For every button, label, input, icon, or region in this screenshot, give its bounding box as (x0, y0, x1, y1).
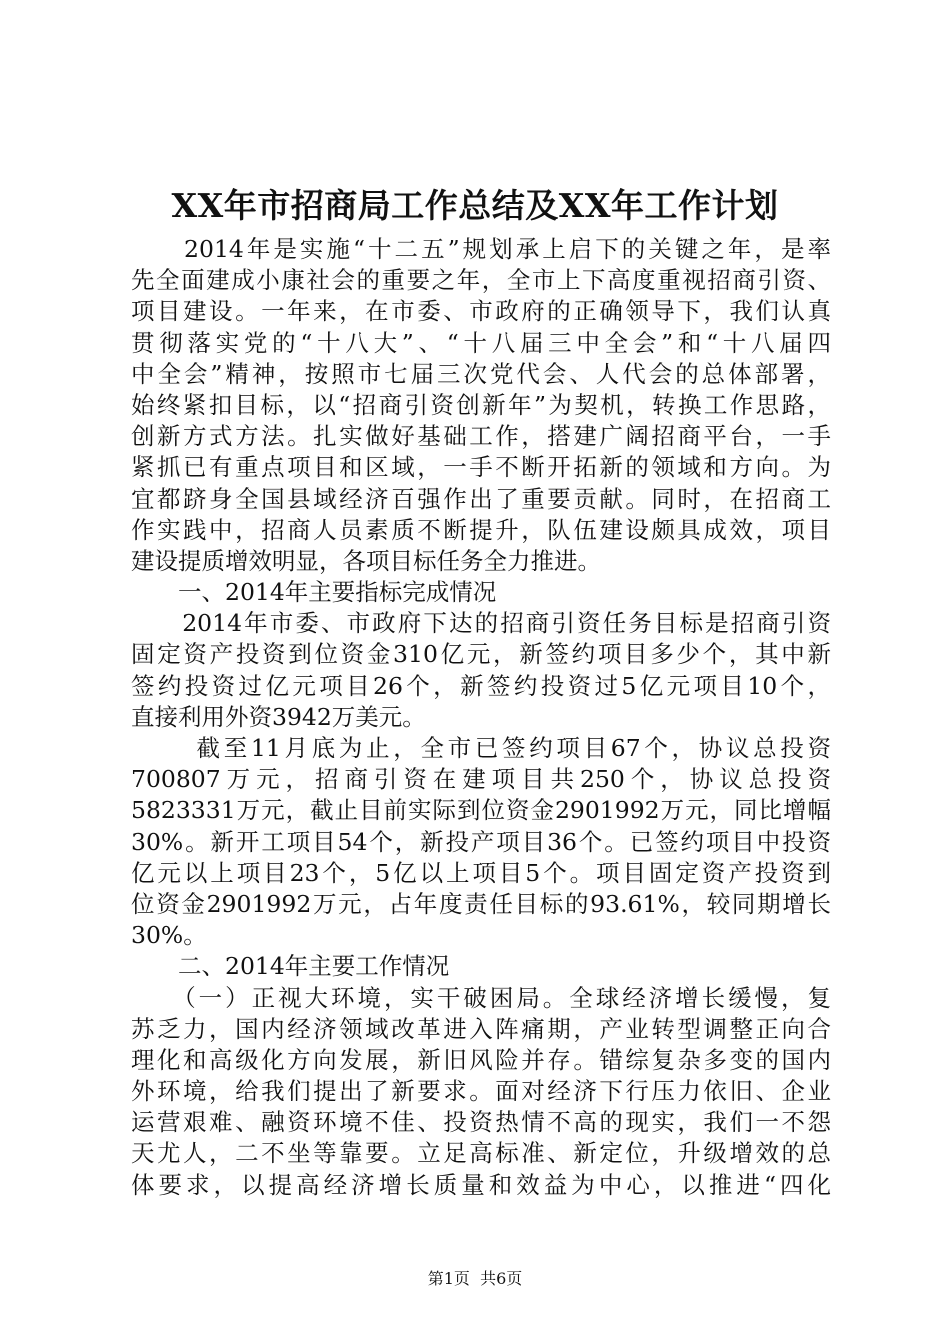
text-line: 30%。 (131, 921, 207, 950)
text-line: 30%。新开工项目54个，新投产项目36个。已签约项目中投资 (131, 827, 831, 856)
text-line: 中全会”精神，按照市七届三次党代会、人代会的总体部署， (131, 359, 831, 388)
text-line: 天尤人，二不坐等靠要。立足高标准、新定位，升级增效的总 (131, 1139, 831, 1168)
text-line: 700807万元，招商引资在建项目共250个，协议总投资 (131, 765, 831, 794)
text-line: 先全面建成小康社会的重要之年，全市上下高度重视招商引资、 (131, 266, 831, 295)
text-line: 签约投资过亿元项目26个，新签约投资过5亿元项目10个， (131, 671, 831, 700)
text-line: 体要求，以提高经济增长质量和效益为中心，以推进“四化 (131, 1170, 831, 1199)
text-line: 位资金2901992万元，占年度责任目标的93.61%，较同期增长 (131, 889, 831, 918)
document-title: XX年市招商局工作总结及XX年工作计划 (171, 186, 779, 225)
text-line: 2014年市委、市政府下达的招商引资任务目标是招商引资 (131, 609, 831, 638)
text-line: 项目建设。一年来，在市委、市政府的正确领导下，我们认真 (131, 297, 831, 326)
text-line: 直接利用外资3942万美元。 (131, 702, 426, 731)
text-line: 外环境，给我们提出了新要求。面对经济下行压力依旧、企业 (131, 1077, 831, 1106)
text-line: 始终紧扣目标，以“招商引资创新年”为契机，转换工作思路， (131, 390, 831, 419)
document-body (131, 234, 831, 1201)
text-line: 苏乏力，国内经济领域改革进入阵痛期，产业转型调整正向合 (131, 1014, 831, 1043)
text-line: 建设提质增效明显，各项目标任务全力推进。 (131, 546, 601, 575)
text-line: 二、2014年主要工作情况 (131, 952, 450, 981)
text-line: 运营艰难、融资环境不佳、投资热情不高的现实，我们一不怨 (131, 1108, 831, 1137)
text-line: 5823331万元，截止目前实际到位资金2901992万元，同比增幅 (131, 796, 831, 825)
text-line: 固定资产投资到位资金310亿元，新签约项目多少个，其中新 (131, 640, 831, 669)
text-line: 创新方式方法。扎实做好基础工作，搭建广阔招商平台，一手 (131, 422, 831, 451)
text-line: 截至11月底为止，全市已签约项目67个，协议总投资 (131, 734, 831, 762)
text-line: （一）正视大环境，实干破困局。全球经济增长缓慢，复 (131, 983, 831, 1012)
page-number: 第1页 共6页 (427, 1269, 523, 1288)
text-line: 一、2014年主要指标完成情况 (131, 578, 497, 607)
text-line: 宜都跻身全国县域经济百强作出了重要贡献。同时，在招商工 (131, 484, 831, 513)
text-line: 理化和高级化方向发展，新旧风险并存。错综复杂多变的国内 (131, 1045, 831, 1074)
text-line: 作实践中，招商人员素质不断提升，队伍建设颇具成效，项目 (131, 515, 831, 544)
text-line: 贯彻落实党的“十八大”、“十八届三中全会”和“十八届四 (131, 328, 831, 357)
text-line: 2014年是实施“十二五”规划承上启下的关键之年，是率 (131, 235, 831, 263)
text-line: 紧抓已有重点项目和区域，一手不断开拓新的领域和方向。为 (131, 453, 831, 482)
text-line: 亿元以上项目23个，5亿以上项目5个。项目固定资产投资到 (131, 858, 831, 887)
